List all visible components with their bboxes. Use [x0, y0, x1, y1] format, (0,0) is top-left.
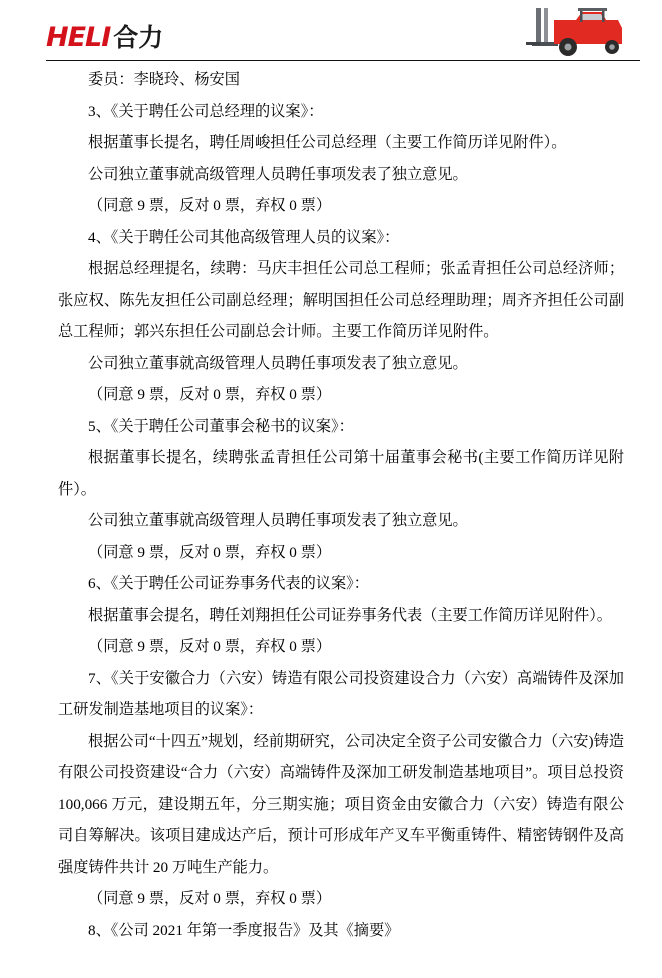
- paragraph: 根据总经理提名，续聘：马庆丰担任公司总工程师；张孟青担任公司总经济师；张应权、陈先友担任公司副总经理；解明国担任公司总经理助理；周齐齐担任公司副总工程师；郭兴东担任公司副总会计师。主要工作简历详见附件。: [58, 260, 624, 340]
- paragraph: 5、《关于聘任公司董事会秘书的议案》：: [88, 417, 354, 435]
- paragraph: （同意 9 票，反对 0 票，弃权 0 票）: [88, 543, 331, 561]
- header-divider: [46, 60, 640, 61]
- paragraph: 根据董事长提名，聘任周峻担任公司总经理（主要工作简历详见附件）。: [88, 134, 567, 151]
- logo-wordmark: HELI: [46, 21, 111, 53]
- paragraph: 公司独立董事就高级管理人员聘任事项发表了独立意见。: [88, 512, 468, 529]
- paragraph: 3、《关于聘任公司总经理的议案》：: [88, 102, 324, 120]
- paragraph: 委员：李晓玲、杨安国: [88, 71, 240, 88]
- forklift-icon: [518, 2, 638, 60]
- paragraph: 6、《关于聘任公司证券事务代表的议案》：: [88, 575, 369, 592]
- paragraph: （同意 9 票，反对 0 票，弃权 0 票）: [88, 638, 331, 655]
- paragraph: 公司独立董事就高级管理人员聘任事项发表了独立意见。: [88, 354, 468, 372]
- paragraph: （同意 9 票，反对 0 票，弃权 0 票）: [88, 197, 331, 214]
- paragraph: （同意 9 票，反对 0 票，弃权 0 票）: [88, 386, 331, 403]
- document-body: [58, 64, 624, 946]
- paragraph: （同意 9 票，反对 0 票，弃权 0 票）: [88, 890, 331, 907]
- paragraph: 根据董事会提名，聘任刘翔担任公司证券事务代表（主要工作简历详见附件）。: [88, 606, 612, 624]
- company-logo: [46, 22, 163, 52]
- paragraph: 7、《关于安徽合力（六安）铸造有限公司投资建设合力（六安）高端铸件及深加工研发制造基地项目的议案》：: [58, 669, 624, 718]
- paragraph: 公司独立董事就高级管理人员聘任事项发表了独立意见。: [88, 165, 468, 183]
- paragraph: 根据公司“十四五”规划，经前期研究，公司决定全资子公司安徽合力（六安)铸造有限公司投资建设“合力（六安）高端铸件及深加工研发制造基地项目”。项目总投资 100,066 万元，建设期五年，分三期实施；项目资金由安徽合力（六安）铸造有限公司自筹解决。该项目建成达产后，预计可形成年产叉车平衡重铸件、精密铸钢件及高强度铸件共计 20 万吨生产能力。: [58, 732, 624, 876]
- paragraph: 根据董事长提名，续聘张孟青担任公司第十届董事会秘书(主要工作简历详见附件）。: [58, 449, 624, 498]
- logo-chinese-name: 合力: [113, 22, 164, 52]
- paragraph: 4、《关于聘任公司其他高级管理人员的议案》：: [88, 228, 400, 246]
- page-header: [0, 0, 662, 62]
- paragraph: 8、《公司 2021 年第一季度报告》及其《摘要》: [88, 921, 400, 939]
